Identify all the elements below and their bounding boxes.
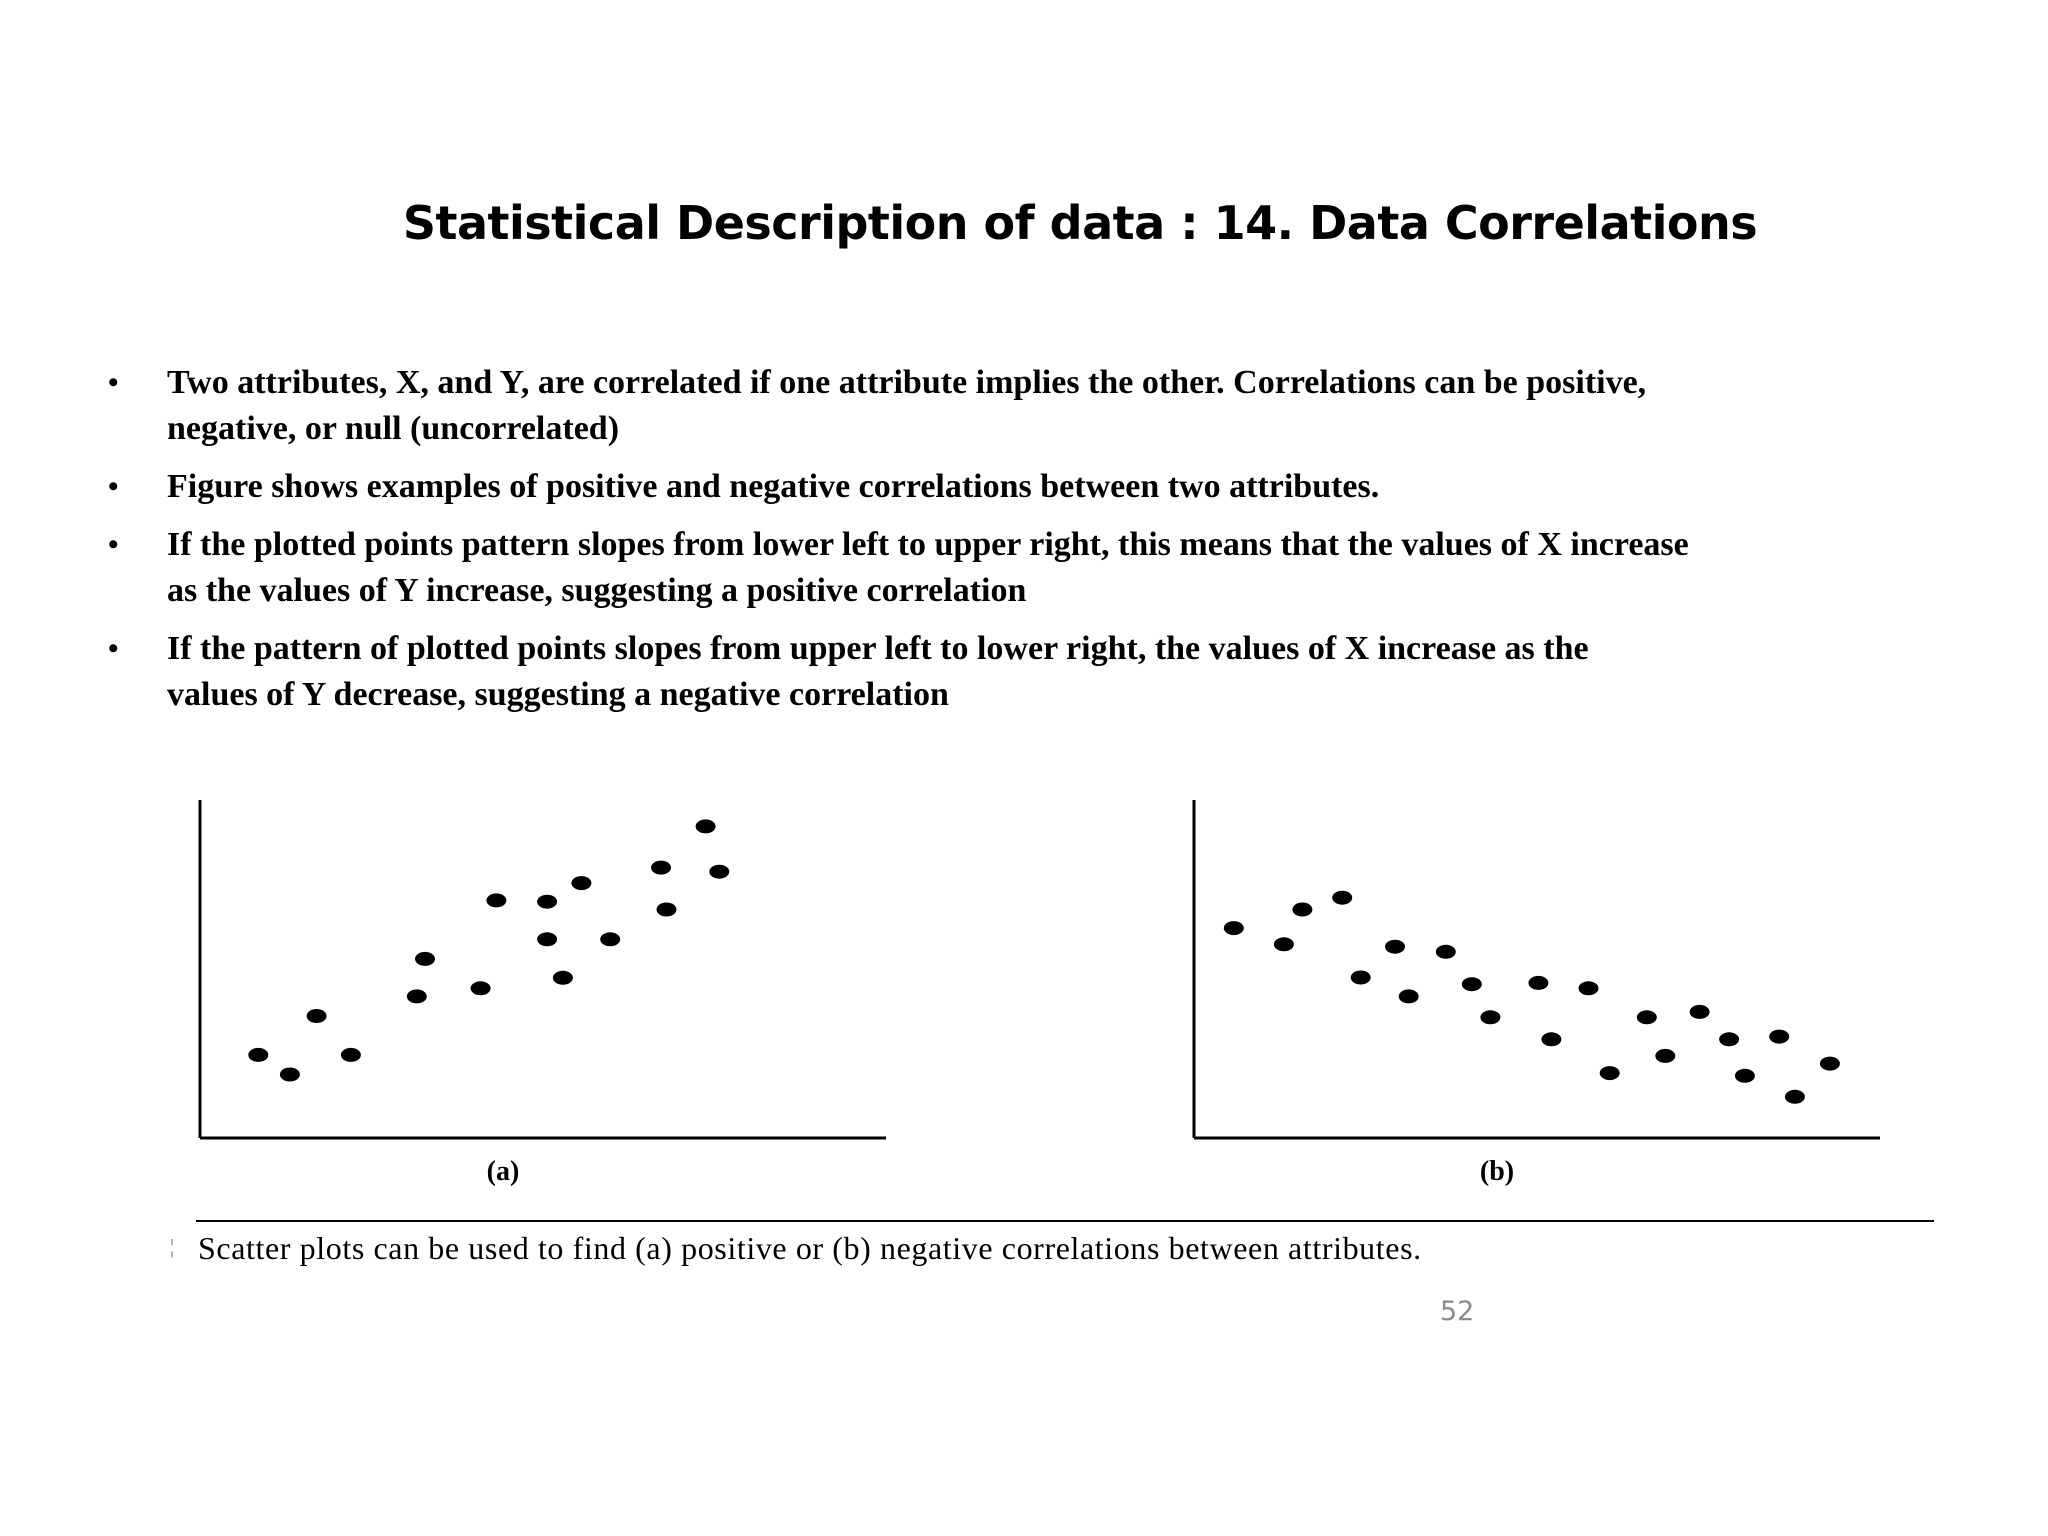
- data-point: [1541, 1032, 1561, 1046]
- data-point: [1579, 981, 1599, 995]
- bullet-glyph: •: [108, 528, 119, 561]
- data-point: [1332, 891, 1352, 905]
- data-point: [471, 981, 491, 995]
- bullet-text-line: If the plotted points pattern slopes from lower left to upper right, this means that the values of X increase: [167, 526, 1689, 563]
- bullet-glyph: •: [108, 470, 119, 503]
- data-point: [1785, 1090, 1805, 1104]
- data-point: [1690, 1005, 1710, 1019]
- data-point: [1637, 1010, 1657, 1024]
- data-point: [1224, 921, 1244, 935]
- data-point: [709, 865, 729, 879]
- scatter-plot-a: [200, 800, 886, 1187]
- data-point: [1719, 1032, 1739, 1046]
- data-point: [1480, 1010, 1500, 1024]
- data-point: [553, 971, 573, 985]
- data-point: [537, 932, 557, 946]
- data-point: [537, 895, 557, 909]
- page-number: 52: [1440, 1296, 1475, 1327]
- data-point: [248, 1048, 268, 1062]
- data-point: [341, 1048, 361, 1062]
- data-point: [307, 1009, 327, 1023]
- data-point: [696, 819, 716, 833]
- plot-caption: (b): [1479, 1156, 1515, 1187]
- bullet-glyph: •: [108, 366, 119, 399]
- data-point: [1385, 940, 1405, 954]
- figure-rule: [196, 1220, 1934, 1222]
- data-point: [1436, 945, 1456, 959]
- data-point: [657, 903, 677, 917]
- data-point: [1769, 1030, 1789, 1044]
- data-point: [407, 989, 427, 1003]
- figure-marker: ¦: [170, 1236, 175, 1258]
- data-point: [1292, 903, 1312, 917]
- data-point: [1528, 976, 1548, 990]
- data-point: [1462, 977, 1482, 991]
- data-point: [1274, 937, 1294, 951]
- data-point: [571, 876, 591, 890]
- bullet-text-line: negative, or null (uncorrelated): [167, 410, 620, 447]
- scatter-plot-b: [1194, 800, 1880, 1187]
- bullet-text-line: If the pattern of plotted points slopes from upper left to lower right, the values of X increase as the: [167, 630, 1589, 667]
- bullet-text-line: as the values of Y increase, suggesting a positive correlation: [167, 572, 1027, 609]
- data-point: [1399, 989, 1419, 1003]
- data-point: [415, 952, 435, 966]
- data-point: [651, 861, 671, 875]
- data-point: [600, 932, 620, 946]
- data-point: [280, 1068, 300, 1082]
- bullet-text-line: values of Y decrease, suggesting a negative correlation: [167, 676, 949, 713]
- bullet-glyph: •: [108, 632, 119, 665]
- bullet-text-line: Figure shows examples of positive and negative correlations between two attributes.: [167, 468, 1380, 505]
- figure-caption: Scatter plots can be used to find (a) positive or (b) negative correlations between attributes.: [198, 1230, 1422, 1266]
- slide-title: Statistical Description of data : 14. Data Correlations: [402, 196, 1758, 250]
- data-point: [1820, 1057, 1840, 1071]
- data-point: [1735, 1069, 1755, 1083]
- data-point: [1655, 1049, 1675, 1063]
- data-point: [1600, 1066, 1620, 1080]
- data-point: [486, 893, 506, 907]
- plot-caption: (a): [486, 1156, 520, 1187]
- bullet-text-line: Two attributes, X, and Y, are correlated if one attribute implies the other. Correlations can be positive,: [167, 364, 1647, 401]
- data-point: [1351, 971, 1371, 985]
